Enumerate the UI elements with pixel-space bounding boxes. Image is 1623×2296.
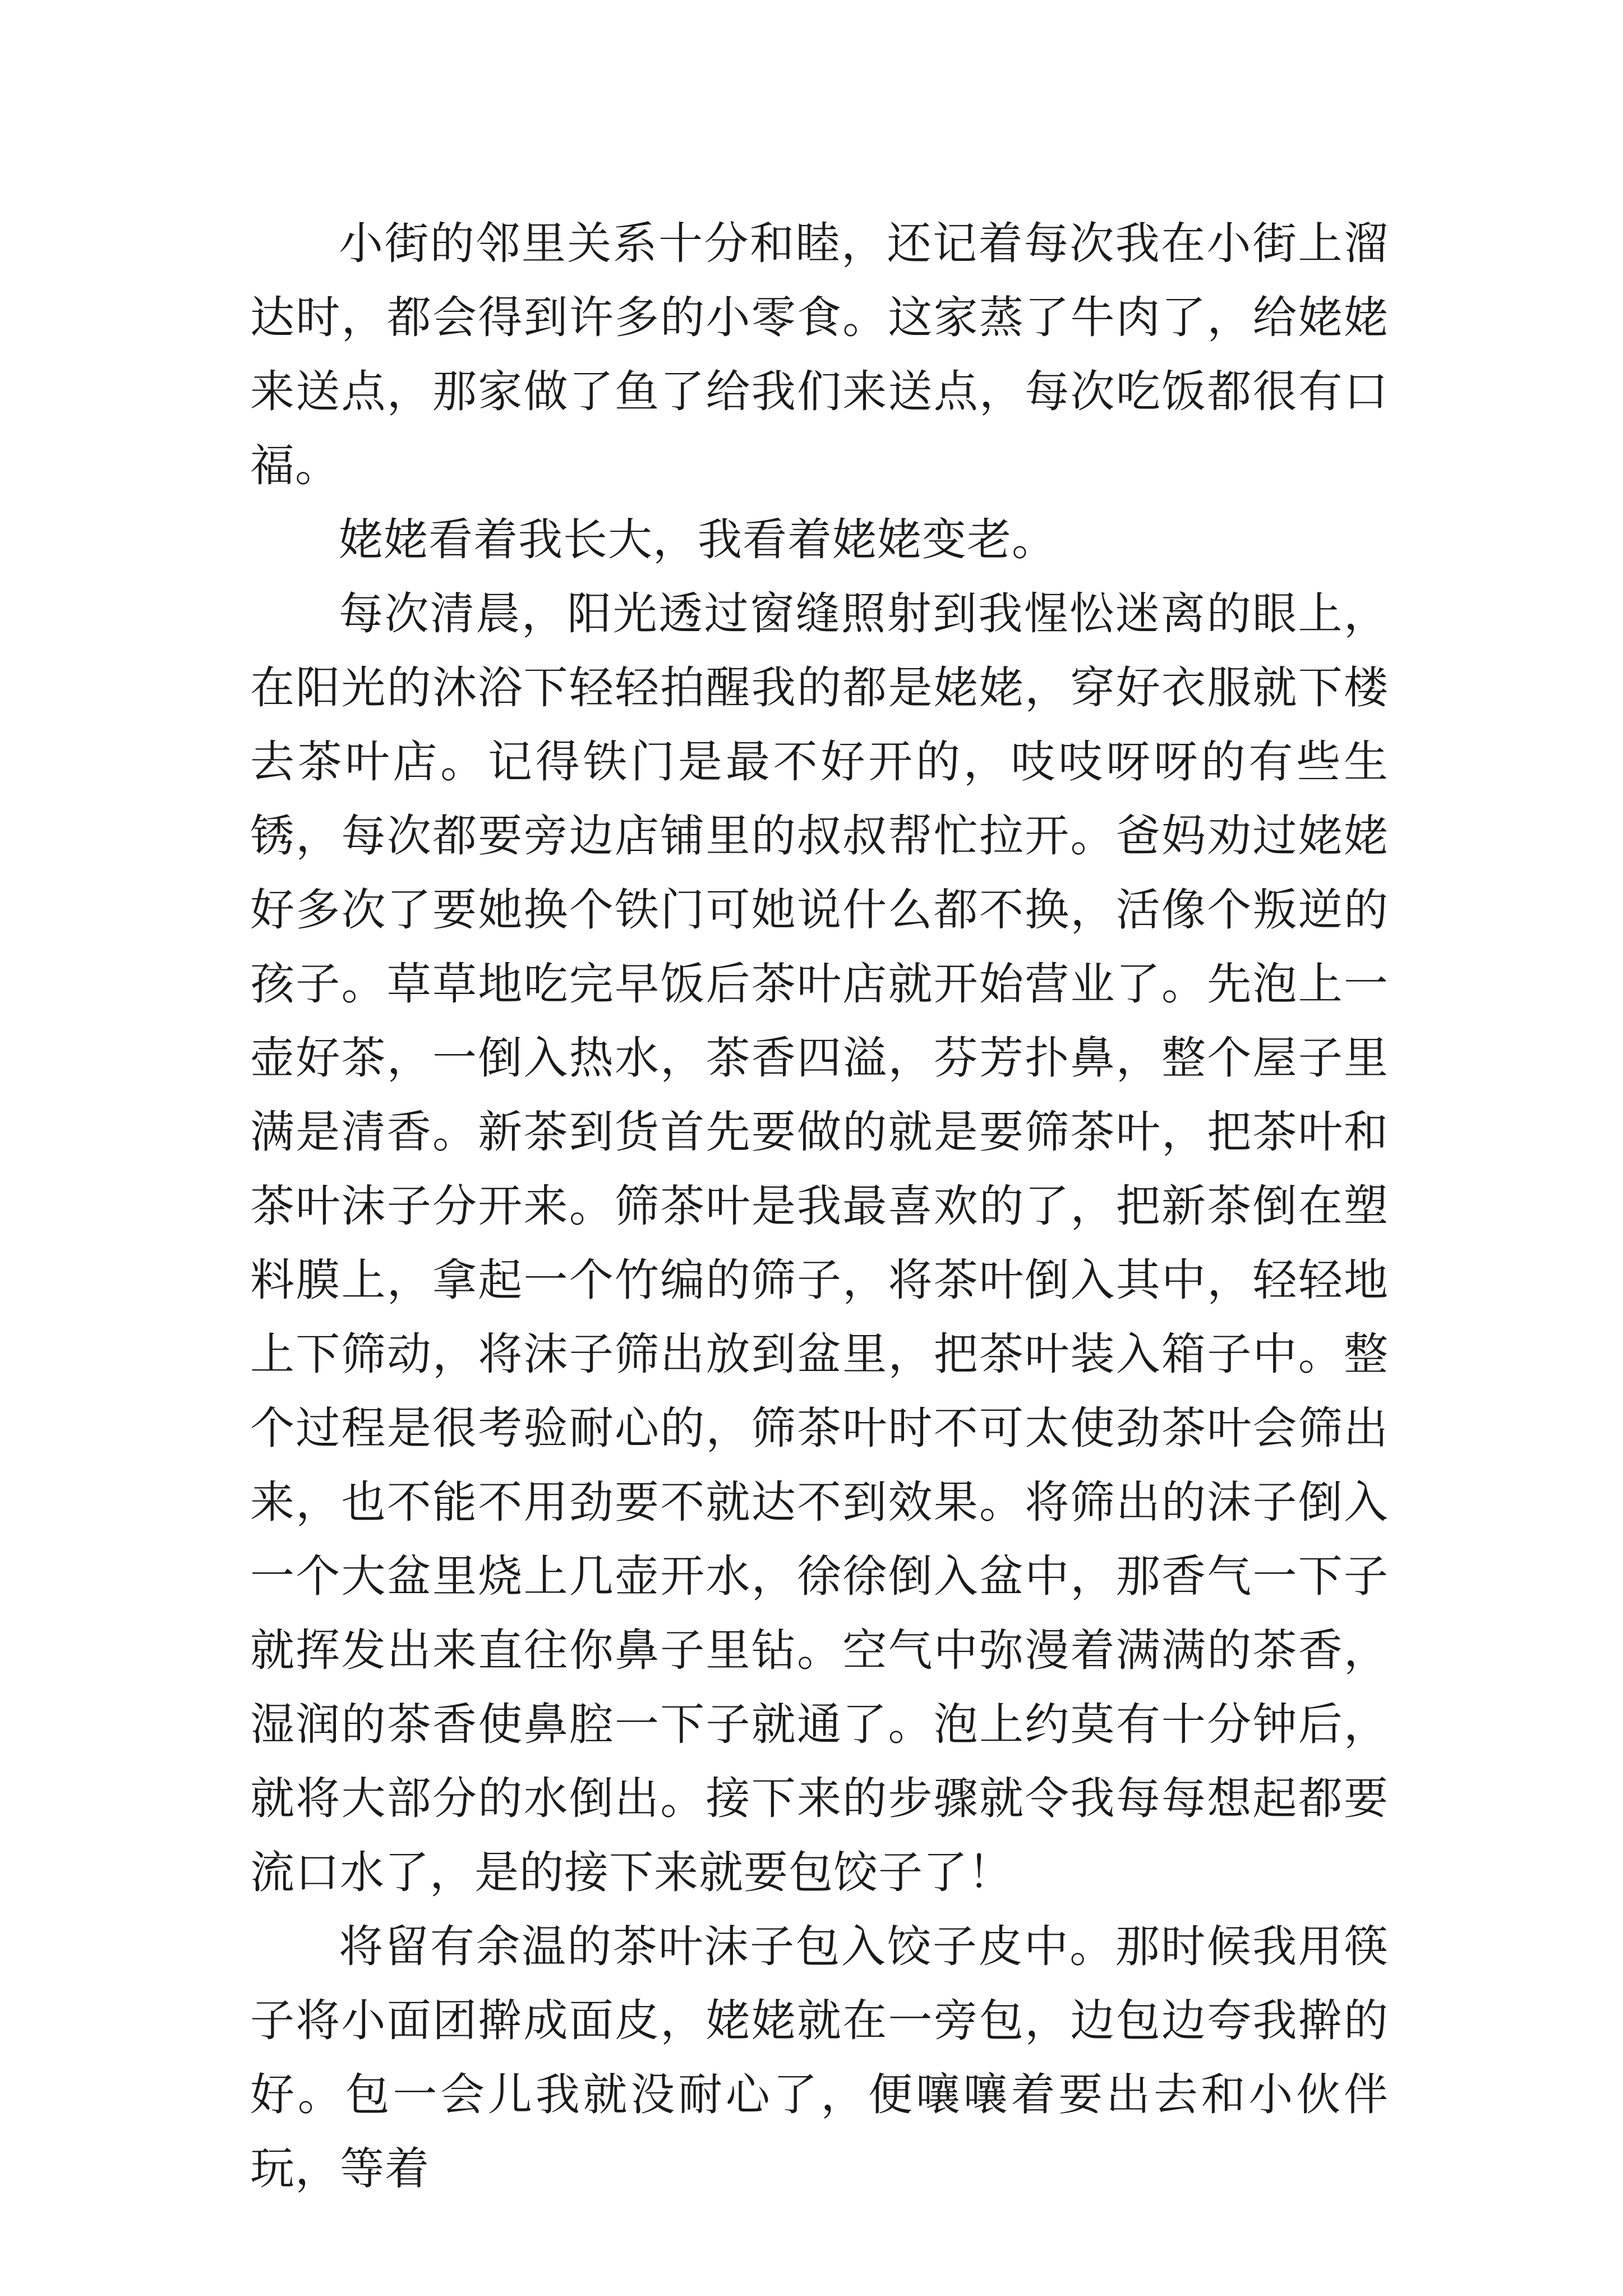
paragraph-growing-up: 姥姥看着我长大，我看着姥姥变老。 — [339, 514, 1057, 565]
paragraph-neighbors: 小街的邻里关系十分和睦，还记着每次我在小街上溜达时，都会得到许多的小零食。这家蒸了牛肉了，给姥姥来送点，那家做了鱼了给我们来送点，每次吃饭都很有口福。 — [250, 218, 1389, 491]
document-body — [250, 206, 1389, 2206]
paragraph-tea-shop-morning: 每次清晨，阳光透过窗缝照射到我惺忪迷离的眼上，在阳光的沐浴下轻轻拍醒我的都是姥姥，穿好衣服就下楼去茶叶店。记得铁门是最不好开的，吱吱呀呀的有些生锈，每次都要旁边店铺里的叔叔帮忙拉开。爸妈劝过姥姥好多次了要她换个铁门可她说什么都不换，活像个叛逆的孩子。草草地吃完早饭后茶叶店就开始营业了。先泡上一壶好茶，一倒入热水，茶香四溢，芬芳扑鼻，整个屋子里满是清香。新茶到货首先要做的就是要筛茶叶，把茶叶和茶叶沫子分开来。筛茶叶是我最喜欢的了，把新茶倒在塑料膜上，拿起一个竹编的筛子，将茶叶倒入其中，轻轻地上下筛动，将沫子筛出放到盆里，把茶叶装入箱子中。整个过程是很考验耐心的，筛茶叶时不可太使劲茶叶会筛出来，也不能不用劲要不就达不到效果。将筛出的沫子倒入一个大盆里烧上几壶开水，徐徐倒入盆中，那香气一下子就挥发出来直往你鼻子里钻。空气中弥漫着满满的茶香，湿润的茶香使鼻腔一下子就通了。泡上约莫有十分钟后，就将大部分的水倒出。接下来的步骤就令我每每想起都要流口水了，是的接下来就要包饺子了！ — [250, 588, 1389, 1898]
paragraph-making-dumplings: 将留有余温的茶叶沫子包入饺子皮中。那时候我用筷子将小面团擀成面皮，姥姥就在一旁包，边包边夸我擀的好。包一会儿我就没耐心了，便嚷嚷着要出去和小伙伴玩，等着 — [250, 1921, 1389, 2194]
